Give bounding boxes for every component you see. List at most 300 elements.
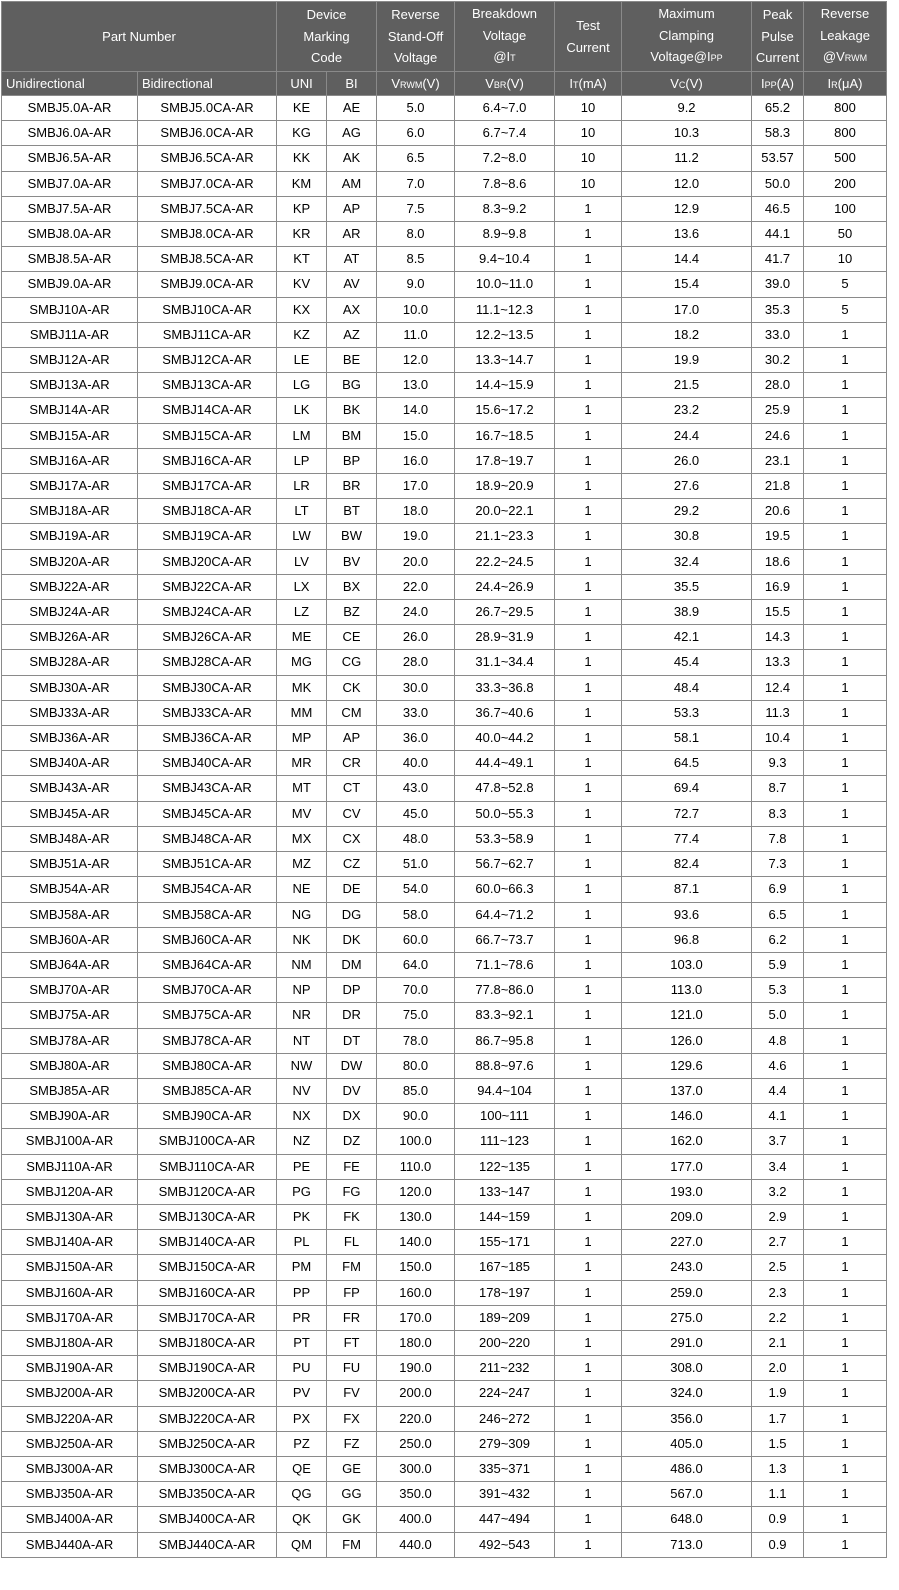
code-bi-cell: FG	[327, 1179, 377, 1204]
code-uni-cell: KE	[277, 96, 327, 121]
vrwm-cell: 51.0	[377, 852, 455, 877]
code-bi-cell: AM	[327, 171, 377, 196]
vc-cell: 45.4	[622, 650, 752, 675]
vrwm-cell: 80.0	[377, 1053, 455, 1078]
code-bi-cell: BK	[327, 398, 377, 423]
vc-cell: 129.6	[622, 1053, 752, 1078]
code-uni-cell: QK	[277, 1507, 327, 1532]
header-vrwm-line3: Voltage	[393, 50, 438, 66]
table-row	[2, 574, 887, 599]
part-bi-cell: SMBJ130CA-AR	[138, 1204, 277, 1229]
table-row	[2, 1280, 887, 1305]
vc-cell: 113.0	[622, 978, 752, 1003]
vrwm-cell: 9.0	[377, 272, 455, 297]
ir-cell: 1	[804, 423, 887, 448]
subheader-ipp-sym: I	[761, 76, 765, 91]
vc-cell: 14.4	[622, 247, 752, 272]
code-uni-cell: NR	[277, 1003, 327, 1028]
part-bi-cell: SMBJ160CA-AR	[138, 1280, 277, 1305]
part-uni-cell: SMBJ100A-AR	[2, 1129, 138, 1154]
part-bi-cell: SMBJ54CA-AR	[138, 877, 277, 902]
subheader-uni: UNI	[277, 72, 327, 96]
table-row	[2, 499, 887, 524]
vbr-cell: 56.7~62.7	[455, 852, 555, 877]
vrwm-cell: 33.0	[377, 700, 455, 725]
part-bi-cell: SMBJ170CA-AR	[138, 1305, 277, 1330]
vc-cell: 137.0	[622, 1078, 752, 1103]
code-uni-cell: PM	[277, 1255, 327, 1280]
code-bi-cell: AK	[327, 146, 377, 171]
header-vrwm	[377, 2, 455, 72]
code-uni-cell: ME	[277, 625, 327, 650]
table-row	[2, 675, 887, 700]
vbr-cell: 9.4~10.4	[455, 247, 555, 272]
vbr-cell: 28.9~31.9	[455, 625, 555, 650]
subheader-ipp	[752, 72, 804, 96]
ir-cell: 1	[804, 1104, 887, 1129]
part-uni-cell: SMBJ110A-AR	[2, 1154, 138, 1179]
part-bi-cell: SMBJ180CA-AR	[138, 1330, 277, 1355]
table-row	[2, 852, 887, 877]
ipp-cell: 30.2	[752, 348, 804, 373]
code-bi-cell: DM	[327, 952, 377, 977]
part-bi-cell: SMBJ36CA-AR	[138, 726, 277, 751]
ir-cell: 1	[804, 650, 887, 675]
table-row	[2, 373, 887, 398]
ipp-cell: 2.5	[752, 1255, 804, 1280]
code-bi-cell: CM	[327, 700, 377, 725]
code-bi-cell: FP	[327, 1280, 377, 1305]
code-bi-cell: DT	[327, 1028, 377, 1053]
part-bi-cell: SMBJ40CA-AR	[138, 751, 277, 776]
vrwm-cell: 12.0	[377, 348, 455, 373]
vrwm-cell: 48.0	[377, 826, 455, 851]
vc-cell: 12.0	[622, 171, 752, 196]
vbr-cell: 47.8~52.8	[455, 776, 555, 801]
vbr-cell: 26.7~29.5	[455, 600, 555, 625]
header-vbr-at: @I	[493, 49, 511, 65]
vbr-cell: 224~247	[455, 1381, 555, 1406]
part-bi-cell: SMBJ78CA-AR	[138, 1028, 277, 1053]
code-uni-cell: KT	[277, 247, 327, 272]
code-bi-cell: DV	[327, 1078, 377, 1103]
it-cell: 1	[555, 852, 622, 877]
part-uni-cell: SMBJ200A-AR	[2, 1381, 138, 1406]
vrwm-cell: 250.0	[377, 1431, 455, 1456]
it-cell: 1	[555, 952, 622, 977]
ir-cell: 1	[804, 499, 887, 524]
header-ir-line2: Leakage	[820, 27, 870, 43]
ipp-cell: 1.3	[752, 1456, 804, 1481]
part-bi-cell: SMBJ33CA-AR	[138, 700, 277, 725]
vrwm-cell: 6.0	[377, 121, 455, 146]
vrwm-cell: 17.0	[377, 474, 455, 499]
vbr-cell: 12.2~13.5	[455, 322, 555, 347]
vrwm-cell: 22.0	[377, 574, 455, 599]
code-bi-cell: AT	[327, 247, 377, 272]
code-uni-cell: NX	[277, 1104, 327, 1129]
table-row	[2, 952, 887, 977]
code-bi-cell: FX	[327, 1406, 377, 1431]
it-cell: 1	[555, 1003, 622, 1028]
code-uni-cell: NW	[277, 1053, 327, 1078]
header-ir-sub: RWM	[844, 53, 868, 64]
part-uni-cell: SMBJ80A-AR	[2, 1053, 138, 1078]
part-bi-cell: SMBJ18CA-AR	[138, 499, 277, 524]
code-uni-cell: MK	[277, 675, 327, 700]
vbr-cell: 86.7~95.8	[455, 1028, 555, 1053]
code-uni-cell: LW	[277, 524, 327, 549]
part-uni-cell: SMBJ6.5A-AR	[2, 146, 138, 171]
code-uni-cell: PP	[277, 1280, 327, 1305]
ir-cell: 1	[804, 700, 887, 725]
ipp-cell: 0.9	[752, 1532, 804, 1557]
part-uni-cell: SMBJ75A-AR	[2, 1003, 138, 1028]
ir-cell: 1	[804, 1154, 887, 1179]
ipp-cell: 35.3	[752, 297, 804, 322]
part-uni-cell: SMBJ6.0A-AR	[2, 121, 138, 146]
vbr-cell: 40.0~44.2	[455, 726, 555, 751]
table-row	[2, 978, 887, 1003]
code-bi-cell: FE	[327, 1154, 377, 1179]
ir-cell: 1	[804, 776, 887, 801]
table-row	[2, 1003, 887, 1028]
vc-cell: 38.9	[622, 600, 752, 625]
it-cell: 1	[555, 448, 622, 473]
code-bi-cell: BZ	[327, 600, 377, 625]
code-uni-cell: MG	[277, 650, 327, 675]
vc-cell: 32.4	[622, 549, 752, 574]
ir-cell: 10	[804, 247, 887, 272]
vbr-cell: 20.0~22.1	[455, 499, 555, 524]
part-uni-cell: SMBJ36A-AR	[2, 726, 138, 751]
ir-cell: 1	[804, 524, 887, 549]
ir-cell: 5	[804, 272, 887, 297]
subheader-bidirectional: Bidirectional	[138, 72, 277, 96]
part-uni-cell: SMBJ220A-AR	[2, 1406, 138, 1431]
it-cell: 10	[555, 146, 622, 171]
code-uni-cell: KM	[277, 171, 327, 196]
vbr-cell: 6.4~7.0	[455, 96, 555, 121]
table-row	[2, 1456, 887, 1481]
vbr-cell: 71.1~78.6	[455, 952, 555, 977]
it-cell: 1	[555, 1482, 622, 1507]
vrwm-cell: 5.0	[377, 96, 455, 121]
subheader-vc-sym: V	[670, 76, 679, 91]
part-bi-cell: SMBJ64CA-AR	[138, 952, 277, 977]
ipp-cell: 53.57	[752, 146, 804, 171]
vrwm-cell: 40.0	[377, 751, 455, 776]
vbr-cell: 189~209	[455, 1305, 555, 1330]
ipp-cell: 10.4	[752, 726, 804, 751]
part-uni-cell: SMBJ7.0A-AR	[2, 171, 138, 196]
code-bi-cell: DK	[327, 927, 377, 952]
vc-cell: 259.0	[622, 1280, 752, 1305]
part-bi-cell: SMBJ12CA-AR	[138, 348, 277, 373]
code-uni-cell: MM	[277, 700, 327, 725]
header-ipp-line3: Current	[755, 50, 800, 66]
ir-cell: 5	[804, 297, 887, 322]
table-row	[2, 726, 887, 751]
vbr-cell: 15.6~17.2	[455, 398, 555, 423]
it-cell: 1	[555, 1255, 622, 1280]
code-bi-cell: BP	[327, 448, 377, 473]
ir-cell: 1	[804, 902, 887, 927]
table-row	[2, 222, 887, 247]
ir-cell: 1	[804, 801, 887, 826]
vc-cell: 17.0	[622, 297, 752, 322]
vrwm-cell: 60.0	[377, 927, 455, 952]
vrwm-cell: 8.0	[377, 222, 455, 247]
vc-cell: 324.0	[622, 1381, 752, 1406]
vc-cell: 72.7	[622, 801, 752, 826]
header-row-main	[2, 2, 887, 72]
vrwm-cell: 170.0	[377, 1305, 455, 1330]
part-bi-cell: SMBJ5.0CA-AR	[138, 96, 277, 121]
ir-cell: 800	[804, 121, 887, 146]
code-uni-cell: NG	[277, 902, 327, 927]
vrwm-cell: 7.5	[377, 196, 455, 221]
code-uni-cell: MR	[277, 751, 327, 776]
ir-cell: 1	[804, 1431, 887, 1456]
vbr-cell: 60.0~66.3	[455, 877, 555, 902]
code-bi-cell: GE	[327, 1456, 377, 1481]
subheader-vrwm-sym: V	[391, 76, 400, 91]
ipp-cell: 21.8	[752, 474, 804, 499]
ipp-cell: 1.7	[752, 1406, 804, 1431]
it-cell: 1	[555, 826, 622, 851]
vc-cell: 12.9	[622, 196, 752, 221]
code-bi-cell: CG	[327, 650, 377, 675]
vbr-cell: 7.2~8.0	[455, 146, 555, 171]
vrwm-cell: 16.0	[377, 448, 455, 473]
it-cell: 1	[555, 1406, 622, 1431]
vbr-cell: 200~220	[455, 1330, 555, 1355]
code-bi-cell: AX	[327, 297, 377, 322]
part-uni-cell: SMBJ170A-AR	[2, 1305, 138, 1330]
ipp-cell: 6.2	[752, 927, 804, 952]
subheader-vrwm	[377, 72, 455, 96]
it-cell: 1	[555, 927, 622, 952]
part-uni-cell: SMBJ10A-AR	[2, 297, 138, 322]
header-vrwm-line2: Stand-Off	[387, 28, 444, 44]
code-uni-cell: LV	[277, 549, 327, 574]
ipp-cell: 46.5	[752, 196, 804, 221]
part-bi-cell: SMBJ24CA-AR	[138, 600, 277, 625]
part-uni-cell: SMBJ8.0A-AR	[2, 222, 138, 247]
ir-cell: 1	[804, 978, 887, 1003]
header-marking-line2: Marking	[303, 28, 350, 44]
subheader-ipp-unit: (A)	[776, 76, 794, 91]
table-row	[2, 1129, 887, 1154]
code-bi-cell: DR	[327, 1003, 377, 1028]
code-uni-cell: PK	[277, 1204, 327, 1229]
code-uni-cell: NV	[277, 1078, 327, 1103]
vbr-cell: 100~111	[455, 1104, 555, 1129]
subheader-ir	[804, 72, 887, 96]
ipp-cell: 23.1	[752, 448, 804, 473]
part-bi-cell: SMBJ60CA-AR	[138, 927, 277, 952]
vc-cell: 162.0	[622, 1129, 752, 1154]
vbr-cell: 279~309	[455, 1431, 555, 1456]
part-uni-cell: SMBJ12A-AR	[2, 348, 138, 373]
code-bi-cell: CT	[327, 776, 377, 801]
table-row	[2, 1230, 887, 1255]
part-uni-cell: SMBJ8.5A-AR	[2, 247, 138, 272]
part-uni-cell: SMBJ19A-AR	[2, 524, 138, 549]
part-bi-cell: SMBJ110CA-AR	[138, 1154, 277, 1179]
part-uni-cell: SMBJ9.0A-AR	[2, 272, 138, 297]
header-vbr-line2: Voltage	[482, 27, 527, 43]
ir-cell: 1	[804, 675, 887, 700]
table-row	[2, 474, 887, 499]
code-bi-cell: CZ	[327, 852, 377, 877]
subheader-vrwm-sub: RWM	[400, 80, 423, 90]
code-bi-cell: BM	[327, 423, 377, 448]
header-marking-line3: Code	[310, 50, 343, 66]
vc-cell: 15.4	[622, 272, 752, 297]
code-uni-cell: QM	[277, 1532, 327, 1557]
vc-cell: 308.0	[622, 1356, 752, 1381]
part-uni-cell: SMBJ24A-AR	[2, 600, 138, 625]
vrwm-cell: 19.0	[377, 524, 455, 549]
table-row	[2, 1255, 887, 1280]
code-uni-cell: NP	[277, 978, 327, 1003]
ir-cell: 1	[804, 448, 887, 473]
table-row	[2, 348, 887, 373]
code-bi-cell: AV	[327, 272, 377, 297]
ipp-cell: 7.8	[752, 826, 804, 851]
subheader-ir-unit: (μA)	[837, 76, 863, 91]
vc-cell: 13.6	[622, 222, 752, 247]
code-uni-cell: LZ	[277, 600, 327, 625]
header-ipp-line1: Peak	[762, 7, 793, 23]
part-uni-cell: SMBJ85A-AR	[2, 1078, 138, 1103]
vbr-cell: 155~171	[455, 1230, 555, 1255]
code-uni-cell: PG	[277, 1179, 327, 1204]
it-cell: 1	[555, 675, 622, 700]
part-uni-cell: SMBJ43A-AR	[2, 776, 138, 801]
table-row	[2, 1406, 887, 1431]
ir-cell: 1	[804, 625, 887, 650]
vc-cell: 87.1	[622, 877, 752, 902]
ir-cell: 1	[804, 1507, 887, 1532]
vc-cell: 209.0	[622, 1204, 752, 1229]
vrwm-cell: 130.0	[377, 1204, 455, 1229]
part-bi-cell: SMBJ22CA-AR	[138, 574, 277, 599]
code-uni-cell: MV	[277, 801, 327, 826]
vbr-cell: 167~185	[455, 1255, 555, 1280]
part-uni-cell: SMBJ26A-AR	[2, 625, 138, 650]
vbr-cell: 18.9~20.9	[455, 474, 555, 499]
vc-cell: 35.5	[622, 574, 752, 599]
ir-cell: 1	[804, 1179, 887, 1204]
vc-cell: 356.0	[622, 1406, 752, 1431]
vrwm-cell: 10.0	[377, 297, 455, 322]
subheader-it-sub: T	[572, 80, 579, 90]
vbr-cell: 88.8~97.6	[455, 1053, 555, 1078]
vc-cell: 193.0	[622, 1179, 752, 1204]
ipp-cell: 44.1	[752, 222, 804, 247]
vc-cell: 19.9	[622, 348, 752, 373]
vc-cell: 27.6	[622, 474, 752, 499]
vc-cell: 103.0	[622, 952, 752, 977]
header-ir-line1: Reverse	[820, 6, 870, 22]
vrwm-cell: 20.0	[377, 549, 455, 574]
part-bi-cell: SMBJ43CA-AR	[138, 776, 277, 801]
ipp-cell: 16.9	[752, 574, 804, 599]
ir-cell: 1	[804, 1230, 887, 1255]
table-row	[2, 322, 887, 347]
ipp-cell: 33.0	[752, 322, 804, 347]
it-cell: 1	[555, 1078, 622, 1103]
code-uni-cell: KP	[277, 196, 327, 221]
ipp-cell: 5.9	[752, 952, 804, 977]
table-row	[2, 1179, 887, 1204]
table-row	[2, 801, 887, 826]
subheader-vc	[622, 72, 752, 96]
it-cell: 1	[555, 474, 622, 499]
table-row	[2, 1356, 887, 1381]
subheader-bi: BI	[327, 72, 377, 96]
code-bi-cell: AG	[327, 121, 377, 146]
code-uni-cell: NZ	[277, 1129, 327, 1154]
vbr-cell: 14.4~15.9	[455, 373, 555, 398]
part-bi-cell: SMBJ8.5CA-AR	[138, 247, 277, 272]
vc-cell: 713.0	[622, 1532, 752, 1557]
header-vc-line3	[622, 46, 751, 70]
code-bi-cell: FV	[327, 1381, 377, 1406]
vc-cell: 486.0	[622, 1456, 752, 1481]
part-bi-cell: SMBJ100CA-AR	[138, 1129, 277, 1154]
ipp-cell: 5.3	[752, 978, 804, 1003]
table-row	[2, 1204, 887, 1229]
it-cell: 1	[555, 1179, 622, 1204]
vbr-cell: 22.2~24.5	[455, 549, 555, 574]
code-bi-cell: BR	[327, 474, 377, 499]
header-vbr-line1: Breakdown	[471, 6, 538, 22]
table-row	[2, 700, 887, 725]
vbr-cell: 178~197	[455, 1280, 555, 1305]
ipp-cell: 39.0	[752, 272, 804, 297]
part-uni-cell: SMBJ5.0A-AR	[2, 96, 138, 121]
part-uni-cell: SMBJ15A-AR	[2, 423, 138, 448]
header-vbr	[455, 2, 555, 72]
ipp-cell: 14.3	[752, 625, 804, 650]
code-uni-cell: KG	[277, 121, 327, 146]
code-bi-cell: CR	[327, 751, 377, 776]
part-uni-cell: SMBJ20A-AR	[2, 549, 138, 574]
vbr-cell: 53.3~58.9	[455, 826, 555, 851]
part-bi-cell: SMBJ150CA-AR	[138, 1255, 277, 1280]
vc-cell: 243.0	[622, 1255, 752, 1280]
ir-cell: 1	[804, 1078, 887, 1103]
code-uni-cell: MP	[277, 726, 327, 751]
part-uni-cell: SMBJ190A-AR	[2, 1356, 138, 1381]
ipp-cell: 1.9	[752, 1381, 804, 1406]
part-uni-cell: SMBJ440A-AR	[2, 1532, 138, 1557]
part-bi-cell: SMBJ20CA-AR	[138, 549, 277, 574]
header-ir-at: @V	[822, 49, 845, 65]
ir-cell: 1	[804, 952, 887, 977]
it-cell: 1	[555, 1028, 622, 1053]
code-uni-cell: LP	[277, 448, 327, 473]
code-uni-cell: NM	[277, 952, 327, 977]
vbr-cell: 10.0~11.0	[455, 272, 555, 297]
ipp-cell: 6.5	[752, 902, 804, 927]
vbr-cell: 111~123	[455, 1129, 555, 1154]
vc-cell: 10.3	[622, 121, 752, 146]
